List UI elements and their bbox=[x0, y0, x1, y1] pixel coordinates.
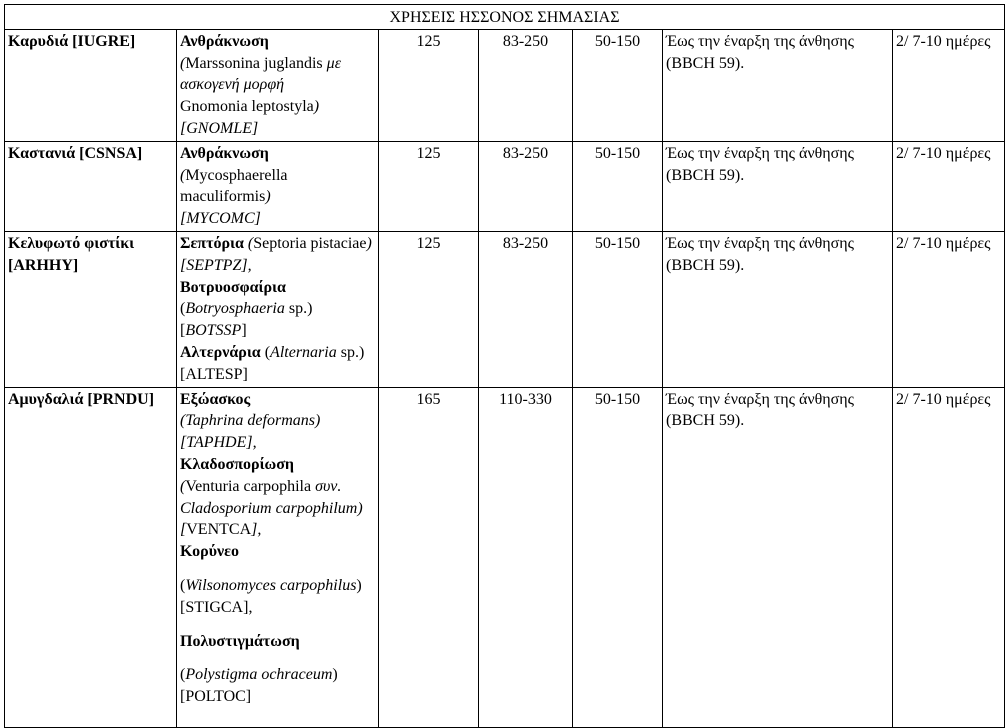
spacer bbox=[180, 563, 375, 575]
pest-code: [VENTCA], bbox=[180, 521, 262, 539]
timing-cell: Έως την έναρξη της άνθησης (BBCH 59). bbox=[663, 29, 893, 141]
pest-code: [POLTOC] bbox=[180, 688, 252, 706]
pest-code: [GNOMLE] bbox=[180, 119, 259, 137]
crop-cell: Κελυφωτό φιστίκι [ARHHY] bbox=[5, 231, 177, 387]
spacer bbox=[180, 619, 375, 631]
pest-cell bbox=[177, 29, 379, 141]
dose-cell: 125 bbox=[379, 29, 479, 141]
pest-name: Ανθράκνωση bbox=[180, 144, 269, 162]
pest-scientific: (Taphrina deformans) bbox=[180, 412, 321, 430]
timing-cell: Έως την έναρξη της άνθησης (BBCH 59). bbox=[663, 387, 893, 727]
pest-scientific: (Marssonina juglandis με ασκογενή μορφή bbox=[180, 54, 341, 94]
crop-cell: Καρυδιά [IUGRE] bbox=[5, 29, 177, 141]
volume-cell: 50-150 bbox=[573, 387, 663, 727]
pest-code: [MYCOMC] bbox=[180, 210, 261, 228]
pest-cell bbox=[177, 231, 379, 387]
dose-range-cell: 83-250 bbox=[479, 141, 573, 231]
interval-cell: 2/ 7-10 ημέρες bbox=[893, 231, 1005, 387]
pest-entry-alternaria: Αλτερνάρια (Alternaria sp.) [ALTESP] bbox=[180, 343, 365, 383]
dose-cell: 125 bbox=[379, 231, 479, 387]
pest-scientific: (Wilsonomyces carpophilus) [STIGCA], bbox=[180, 576, 362, 616]
volume-cell: 50-150 bbox=[573, 231, 663, 387]
usage-table bbox=[4, 4, 1005, 728]
table-title-text: ΧΡΗΣΕΙΣ ΗΣΣΟΝΟΣ ΣΗΜΑΣΙΑΣ bbox=[389, 9, 620, 26]
dose-cell: 125 bbox=[379, 141, 479, 231]
pest-name: Βοτρυοσφαίρια bbox=[180, 278, 286, 296]
table-title-row bbox=[5, 5, 1005, 30]
volume-cell: 50-150 bbox=[573, 141, 663, 231]
interval-cell: 2/ 7-10 ημέρες bbox=[893, 29, 1005, 141]
table-row bbox=[5, 387, 1005, 727]
pest-cell bbox=[177, 141, 379, 231]
pest-cell bbox=[177, 387, 379, 727]
timing-cell: Έως την έναρξη της άνθησης (BBCH 59). bbox=[663, 231, 893, 387]
pest-code: [BOTSSP] bbox=[180, 322, 247, 340]
dose-cell: 165 bbox=[379, 387, 479, 727]
volume-cell: 50-150 bbox=[573, 29, 663, 141]
table-row bbox=[5, 141, 1005, 231]
interval-cell: 2/ 7-10 ημέρες bbox=[893, 141, 1005, 231]
pest-scientific: (Mycosphaerella maculiformis) bbox=[180, 166, 288, 206]
table-title bbox=[5, 5, 1005, 30]
pest-name: Ανθράκνωση bbox=[180, 32, 269, 50]
crop-cell: Καστανιά [CSNSA] bbox=[5, 141, 177, 231]
pest-name: Εξώασκος bbox=[180, 390, 251, 408]
pest-entry-septoria: Σεπτόρια (Septoria pistaciae) [SEPTPZ], bbox=[180, 234, 372, 274]
pest-scientific: (Venturia carpophila συν. Cladosporium carpophilum) bbox=[180, 477, 363, 517]
dose-range-cell: 83-250 bbox=[479, 29, 573, 141]
pest-scientific-alt: Gnomonia leptostyla) bbox=[180, 98, 320, 116]
dose-range-cell: 83-250 bbox=[479, 231, 573, 387]
pest-name: Κλαδοσπορίωση bbox=[180, 455, 295, 473]
timing-cell: Έως την έναρξη της άνθησης (BBCH 59). bbox=[663, 141, 893, 231]
pest-name: Κορύνεο bbox=[180, 543, 239, 561]
pest-code: [TAPHDE], bbox=[180, 434, 257, 452]
spacer bbox=[180, 652, 375, 664]
dose-range-cell: 110-330 bbox=[479, 387, 573, 727]
pest-entry-botryosphaeria: (Botryosphaeria sp.) bbox=[180, 300, 313, 318]
table-row bbox=[5, 231, 1005, 387]
pest-name: Πολυστιγμάτωση bbox=[180, 632, 300, 650]
table-row bbox=[5, 29, 1005, 141]
interval-cell: 2/ 7-10 ημέρες bbox=[893, 387, 1005, 727]
crop-cell: Αμυγδαλιά [PRNDU] bbox=[5, 387, 177, 727]
pest-scientific: (Polystigma ochraceum) bbox=[180, 666, 338, 684]
